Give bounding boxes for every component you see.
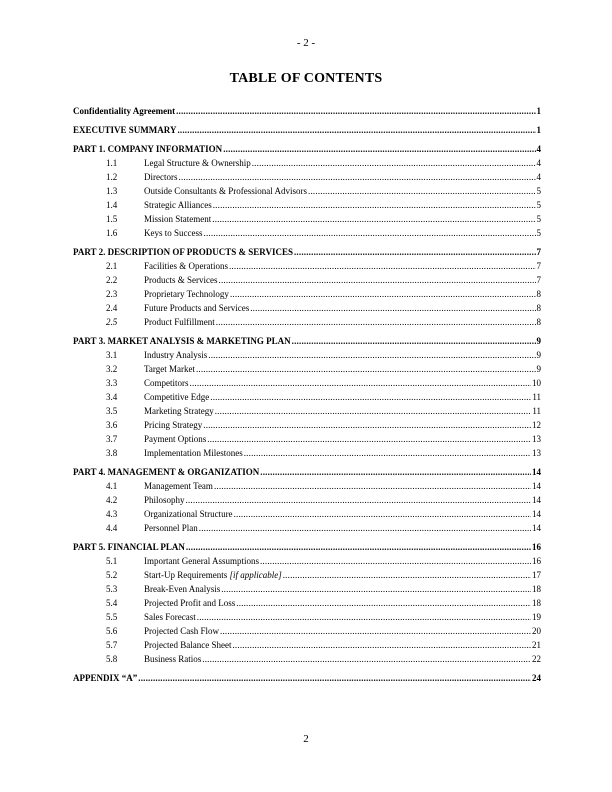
toc-entry-number: 5.4 [106,598,118,608]
dot-leader [186,493,531,507]
toc-entry-label [144,404,214,418]
toc-entry-number: 5.6 [106,626,118,636]
dot-leader [234,507,531,521]
dot-leader [215,404,532,418]
toc-entry-label-text: Mission Statement [144,214,212,224]
toc-entry-page: 11 [532,406,541,416]
toc-entry-page: 9 [536,336,541,346]
toc-entry-page: 18 [532,584,541,594]
toc-subsection-entry[interactable] [73,624,541,638]
toc-entry-page: 16 [532,556,541,566]
toc-entry-label-text: Business Ratios [144,654,202,664]
toc-entry-label-text: Philosophy [144,495,185,505]
toc-entry-number: 3.6 [106,420,118,430]
dot-leader [252,156,536,170]
toc-entry-label [73,123,176,137]
toc-entry-label-text: Marketing Strategy [144,406,214,416]
toc-entry-number: 2.2 [106,275,118,285]
toc-entry-label [144,362,195,376]
toc-entry-page: 4 [536,158,541,168]
toc-entry-label-text: Target Market [144,364,195,374]
toc-subsection-entry[interactable] [73,582,541,596]
dot-leader [177,123,535,137]
toc-entry-number: 1.5 [106,214,118,224]
toc-entry-label-text: Pricing Strategy [144,420,203,430]
toc-entry-label [73,104,175,118]
toc-entry-number: 3.3 [106,378,118,388]
dot-leader [292,334,536,348]
toc-entry-label-text: Sales Forecast [144,612,196,622]
toc-entry-page: 11 [532,392,541,402]
toc-entry-page: 20 [532,626,541,636]
toc-entry-label-text: Start-Up Requirements [144,570,230,580]
toc-subsection-entry[interactable] [73,493,541,507]
dot-leader [212,212,535,226]
dot-leader [179,170,536,184]
dot-leader [220,624,531,638]
toc-entry-number: 1.1 [106,158,118,168]
toc-subsection-entry[interactable] [73,507,541,521]
dot-leader [260,465,531,479]
toc-entry-page: 8 [536,303,541,313]
toc-entry-label [144,582,220,596]
toc-entry-label [144,596,235,610]
toc-subsection-entry[interactable] [73,596,541,610]
toc-subsection-entry[interactable] [73,652,541,666]
toc-subsection-entry[interactable] [73,156,541,170]
toc-entry-page: 22 [532,654,541,664]
dot-leader [213,198,536,212]
toc-entry-label-text: PART 5. FINANCIAL PLAN [73,542,185,552]
page-number: 2 [303,733,309,745]
dot-leader [232,638,531,652]
toc-entry-page: 14 [532,495,541,505]
toc-entry-label [144,521,198,535]
toc-subsection-entry[interactable] [73,170,541,184]
toc-entry-label-text: Keys to Success [144,228,203,238]
toc-entry-page: 1 [536,125,541,135]
dot-leader [196,362,536,376]
toc-entry-label-text: PART 4. MANAGEMENT & ORGANIZATION [73,467,260,477]
toc-entry-label [144,624,219,638]
toc-entry-label-text: Payment Options [144,434,207,444]
toc-entry-page: 4 [536,144,541,154]
toc-subsection-entry[interactable] [73,198,541,212]
toc-entry-page: 7 [536,261,541,271]
dot-leader [236,596,531,610]
toc-entry-label-text: Confidentiality Agreement [73,106,176,116]
dot-leader [216,315,536,329]
toc-entry-page: 5 [536,214,541,224]
toc-entry-number: 4.4 [106,523,118,533]
toc-entry-label [144,259,228,273]
toc-entry-number: 4.2 [106,495,118,505]
toc-entry-label-text: APPENDIX “A” [73,673,138,683]
toc-subsection-entry[interactable] [73,301,541,315]
toc-section-entry[interactable] [73,540,541,554]
toc-entry-label [144,479,213,493]
toc-entry-label [73,671,137,685]
toc-entry-page: 5 [536,200,541,210]
dot-leader [283,568,531,582]
toc-entry-label-text: Projected Cash Flow [144,626,219,636]
toc-entry-label [144,446,243,460]
toc-entry-page: 14 [532,481,541,491]
dot-leader [221,582,531,596]
dot-leader [199,521,531,535]
dot-leader [219,273,536,287]
toc-subsection-entry[interactable] [73,362,541,376]
toc-entry-label [144,652,201,666]
toc-entry-label [144,638,231,652]
toc-entry-number: 5.2 [106,570,118,580]
dot-leader [204,226,536,240]
toc-entry-label-note: [if applicable] [229,570,282,580]
dot-leader [197,610,531,624]
dot-leader [230,287,536,301]
toc-entry-label [144,212,211,226]
toc-entry-page: 12 [532,420,541,430]
toc-entry-page: 5 [536,186,541,196]
toc-entry-label-text: Projected Balance Sheet [144,640,232,650]
toc-subsection-entry[interactable] [73,610,541,624]
toc-entry-number: 2.1 [106,261,118,271]
dot-leader [250,301,535,315]
dot-leader [294,245,536,259]
toc-subsection-entry[interactable] [73,212,541,226]
toc-subsection-entry[interactable] [73,479,541,493]
toc-entry-label-text: Implementation Milestones [144,448,243,458]
toc-entry-number: 3.2 [106,364,118,374]
toc-subsection-entry[interactable] [73,315,541,329]
dot-leader [244,446,531,460]
toc-entry-page: 17 [532,570,541,580]
toc-entry-number: 2.4 [106,303,118,313]
toc-entry-label-text: Legal Structure & Ownership [144,158,251,168]
toc-entry-label [73,142,222,156]
toc-entry-label [144,432,206,446]
toc-entry-page: 21 [532,640,541,650]
toc-entry-label-text: Break-Even Analysis [144,584,221,594]
toc-entry-label [144,348,207,362]
toc-entry-page: 7 [536,275,541,285]
toc-entry-number: 5.7 [106,640,118,650]
toc-subsection-entry[interactable] [73,226,541,240]
toc-entry-number: 1.4 [106,200,118,210]
toc-entry-page: 16 [532,542,541,552]
dot-leader [260,554,531,568]
toc-entry-number: 2.5 [106,317,118,327]
toc-entry-number: 1.2 [106,172,118,182]
toc-section-entry[interactable] [73,334,541,348]
dot-leader [214,479,531,493]
toc-entry-label [144,184,307,198]
toc-entry-label [144,156,251,170]
toc-entry-label-text: Strategic Alliances [144,200,212,210]
dot-leader [138,671,531,685]
dot-leader [308,184,535,198]
toc-subsection-entry[interactable] [73,554,541,568]
toc-entry-label [144,376,189,390]
toc-entry-page: 4 [536,172,541,182]
toc-subsection-entry[interactable] [73,390,541,404]
toc-subsection-entry[interactable] [73,446,541,460]
toc-entry-label [144,610,196,624]
toc-entry-label-text: Important General Assumptions [144,556,259,566]
toc-entry-number: 5.5 [106,612,118,622]
toc-section-entry[interactable] [73,465,541,479]
toc-entry-label-text: Projected Profit and Loss [144,598,236,608]
dot-leader [223,142,535,156]
toc-entry-label-text: EXECUTIVE SUMMARY [73,125,177,135]
toc-entry-label [144,226,203,240]
toc-entry-page: 14 [532,523,541,533]
toc-entry-number: 1.6 [106,228,118,238]
toc-entry-page: 8 [536,317,541,327]
toc-subsection-entry[interactable] [73,404,541,418]
toc-entry-page: 9 [536,350,541,360]
toc-section-entry[interactable] [73,123,541,137]
dot-leader [202,652,531,666]
dot-leader [210,390,531,404]
toc-entry-page: 19 [532,612,541,622]
toc-entry-label [73,465,259,479]
toc-subsection-entry[interactable] [73,568,541,582]
dot-leader [207,432,531,446]
toc-section-entry[interactable] [73,104,541,118]
toc-subsection-entry[interactable] [73,273,541,287]
toc-entry-page: 8 [536,289,541,299]
toc-entry-page: 14 [532,509,541,519]
toc-entry-page: 5 [536,228,541,238]
toc-entry-label [73,540,185,554]
toc-entry-label-text: PART 2. DESCRIPTION OF PRODUCTS & SERVICES [73,247,293,257]
table-of-contents [73,104,541,685]
toc-entry-label-text: PART 1. COMPANY INFORMATION [73,144,223,154]
toc-entry-label [144,418,202,432]
toc-entry-label [144,568,282,582]
toc-subsection-entry[interactable] [73,418,541,432]
toc-entry-page: 13 [532,448,541,458]
toc-subsection-entry[interactable] [73,521,541,535]
toc-entry-label [144,554,259,568]
toc-entry-page: 7 [536,247,541,257]
toc-section-entry[interactable] [73,142,541,156]
toc-entry-label [144,315,215,329]
dot-leader [186,540,531,554]
page-title: TABLE OF CONTENTS [229,71,383,86]
toc-entry-page: 24 [532,673,541,683]
toc-entry-label [144,273,218,287]
toc-section-entry[interactable] [73,245,541,259]
toc-entry-label-text: Competitive Edge [144,392,210,402]
toc-entry-number: 3.4 [106,392,118,402]
toc-subsection-entry[interactable] [73,259,541,273]
toc-subsection-entry[interactable] [73,376,541,390]
toc-entry-number: 2.3 [106,289,118,299]
toc-entry-label [144,301,249,315]
toc-entry-page: 1 [536,106,541,116]
dot-leader [208,348,535,362]
toc-entry-label-text: Directors [144,172,178,182]
toc-entry-number: 3.7 [106,434,118,444]
toc-entry-label-text: Industry Analysis [144,350,208,360]
toc-entry-label-text: PART 3. MARKET ANALYSIS & MARKETING PLAN [73,336,291,346]
toc-entry-label-text: Products & Services [144,275,218,285]
dot-leader [229,259,536,273]
toc-entry-label-text: Proprietary Technology [144,289,229,299]
toc-subsection-entry[interactable] [73,287,541,301]
toc-entry-label [73,334,291,348]
toc-entry-number: 1.3 [106,186,118,196]
toc-entry-label [144,493,185,507]
toc-entry-label-text: Organizational Structure [144,509,233,519]
toc-subsection-entry[interactable] [73,638,541,652]
toc-entry-label-text: Management Team [144,481,213,491]
dot-leader [190,376,532,390]
toc-entry-page: 10 [532,378,541,388]
toc-entry-label-text: Future Products and Services [144,303,250,313]
toc-subsection-entry[interactable] [73,184,541,198]
toc-entry-page: 13 [532,434,541,444]
page-header: - 2 - [296,37,316,49]
toc-entry-page: 9 [536,364,541,374]
dot-leader [176,104,535,118]
toc-subsection-entry[interactable] [73,348,541,362]
toc-subsection-entry[interactable] [73,432,541,446]
toc-entry-label [144,170,178,184]
toc-entry-number: 5.1 [106,556,118,566]
toc-entry-label-text: Competitors [144,378,189,388]
toc-entry-page: 14 [532,467,541,477]
toc-entry-number: 3.8 [106,448,118,458]
toc-entry-number: 5.3 [106,584,118,594]
toc-entry-number: 3.1 [106,350,118,360]
toc-entry-label-text: Facilities & Operations [144,261,228,271]
toc-section-entry[interactable] [73,671,541,685]
toc-entry-label [144,287,229,301]
toc-entry-label [144,390,209,404]
toc-entry-number: 4.3 [106,509,118,519]
toc-entry-label [73,245,293,259]
toc-entry-label [144,198,212,212]
toc-entry-number: 4.1 [106,481,118,491]
toc-entry-label-text: Personnel Plan [144,523,198,533]
toc-entry-label-text: Outside Consultants & Professional Advisors [144,186,308,196]
toc-entry-label [144,507,233,521]
toc-entry-page: 18 [532,598,541,608]
toc-entry-number: 5.8 [106,654,118,664]
dot-leader [203,418,531,432]
toc-entry-number: 3.5 [106,406,118,416]
toc-entry-label-text: Product Fulfillment [144,317,215,327]
